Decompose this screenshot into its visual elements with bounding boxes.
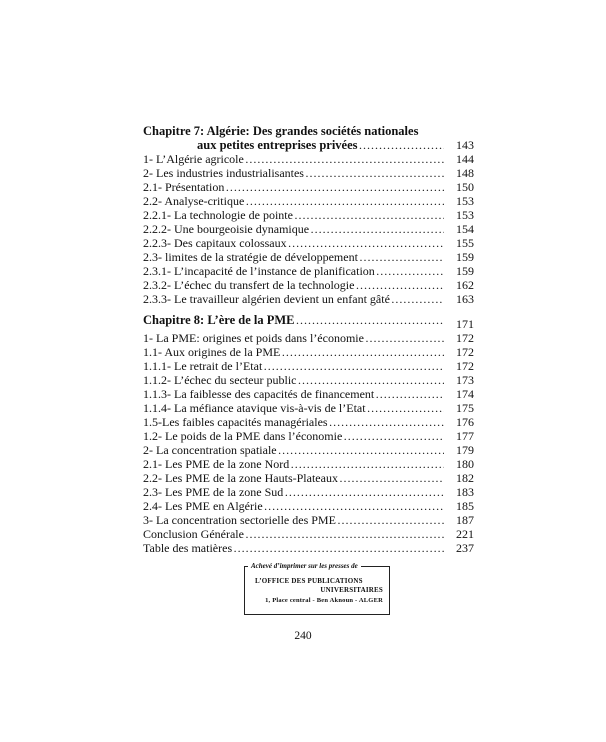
leader-dots <box>245 152 444 166</box>
imprint-publisher-line2: UNIVERSITAIRES <box>320 586 383 594</box>
toc-entry-page: 174 <box>456 387 474 401</box>
toc-entry-label: 1.2- Le poids de la PME dans l’économie <box>143 429 343 443</box>
toc-entry-page: 172 <box>456 359 474 373</box>
toc-entry <box>143 527 474 541</box>
toc-entry <box>143 541 474 555</box>
toc-entry-label: 2- La concentration spatiale <box>143 443 277 457</box>
toc-entry <box>143 292 474 306</box>
toc-entry <box>143 513 474 527</box>
leader-dots <box>288 236 444 250</box>
toc-entry-page: 177 <box>456 429 474 443</box>
leader-dots <box>367 401 444 415</box>
toc-entry-label: 2.1- Présentation <box>143 180 225 194</box>
toc-entry-label: Table des matières <box>143 541 233 555</box>
toc-entry-label: 2.3- Les PME de la zone Sud <box>143 485 284 499</box>
toc-entry-label: 2.3.3- Le travailleur algérien devient un enfant gâté <box>143 292 390 306</box>
toc-entry <box>143 222 474 236</box>
toc-entry-page: 154 <box>456 222 474 236</box>
chapter-7-entries <box>143 152 474 306</box>
toc-entry-page: 221 <box>456 527 474 541</box>
chapter-7-title: Chapitre 7: Algérie: Des grandes sociétés nationales <box>143 124 419 138</box>
toc-entry-label: 2.3- limites de la stratégie de développement <box>143 250 358 264</box>
toc-entry-label: 1.1.3- La faiblesse des capacités de financement <box>143 387 375 401</box>
toc-entry <box>143 194 474 208</box>
toc-entry-label: 1- La PME: origines et poids dans l’économie <box>143 331 364 345</box>
chapter-7-page: 143 <box>456 138 474 152</box>
toc-entry-page: 144 <box>456 152 474 166</box>
leader-dots <box>355 278 444 292</box>
leader-dots <box>375 387 444 401</box>
toc-entry-page: 159 <box>456 250 474 264</box>
toc-entry-label: 1.1.1- Le retrait de l’Etat <box>143 359 263 373</box>
leader-dots <box>365 331 444 345</box>
toc-entry <box>143 429 474 443</box>
toc-entry-label: 2.4- Les PME en Algérie <box>143 499 263 513</box>
toc-entry-page: 162 <box>456 278 474 292</box>
leader-dots <box>376 264 444 278</box>
toc-entry <box>143 180 474 194</box>
toc-entry <box>143 499 474 513</box>
toc-entry-page: 172 <box>456 345 474 359</box>
chapter-8-entry <box>143 311 474 329</box>
toc-entry-label: 2.3.2- L’échec du transfert de la technologie <box>143 278 355 292</box>
leader-dots <box>294 208 444 222</box>
toc-entry <box>143 250 474 264</box>
leader-dots <box>359 138 444 152</box>
leader-dots <box>225 180 444 194</box>
toc-entry-page: 163 <box>456 292 474 306</box>
leader-dots <box>391 292 444 306</box>
chapter-8-page: 171 <box>456 317 474 331</box>
imprint-address: 1, Place central - Ben Aknoun - ALGER <box>265 597 383 604</box>
toc-entry <box>143 152 474 166</box>
chapter-8-title: Chapitre 8: L’ère de la PME <box>143 313 295 327</box>
toc-entry-label: 1.1.4- La méfiance atavique vis-à-vis de l’Etat <box>143 401 366 415</box>
toc-entry-label: 1.1- Aux origines de la PME <box>143 345 281 359</box>
toc-entry-page: 173 <box>456 373 474 387</box>
toc-entry <box>143 485 474 499</box>
toc-entry-page: 155 <box>456 236 474 250</box>
toc-entry-label: 2.2.3- Des capitaux colossaux <box>143 236 287 250</box>
toc-entry-page: 183 <box>456 485 474 499</box>
toc-entry-label: 1.5-Les faibles capacités managériales <box>143 415 328 429</box>
toc-entry-page: 237 <box>456 541 474 555</box>
toc-entry <box>143 401 474 415</box>
chapter-7-entry <box>143 138 474 152</box>
chapter-7-subtitle: aux petites entreprises privées <box>197 138 358 152</box>
toc-entry-label: 2.2- Les PME de la zone Hauts-Plateaux <box>143 471 338 485</box>
leader-dots <box>233 541 444 555</box>
leader-dots <box>245 527 444 541</box>
leader-dots <box>343 429 444 443</box>
leader-dots <box>329 415 444 429</box>
toc-entry <box>143 359 474 373</box>
toc-entry-label: 1.1.2- L’échec du secteur public <box>143 373 297 387</box>
leader-dots <box>284 485 444 499</box>
toc-entry-page: 159 <box>456 264 474 278</box>
leader-dots <box>263 359 444 373</box>
toc-entry-label: 2.1- Les PME de la zone Nord <box>143 457 290 471</box>
toc-entry-label: 2.3.1- L’incapacité de l’instance de planification <box>143 264 375 278</box>
leader-dots <box>305 166 444 180</box>
leader-dots <box>281 345 444 359</box>
toc-entry-page: 176 <box>456 415 474 429</box>
leader-dots <box>310 222 444 236</box>
toc-entry <box>143 373 474 387</box>
imprint-body <box>255 577 383 605</box>
toc-entry-page: 175 <box>456 401 474 415</box>
toc-entry-label: 2.2.1- La technologie de pointe <box>143 208 293 222</box>
leader-dots <box>290 457 444 471</box>
toc-entry <box>143 208 474 222</box>
toc-entry-page: 179 <box>456 443 474 457</box>
leader-dots <box>278 443 444 457</box>
toc-entry <box>143 278 474 292</box>
toc-entry <box>143 471 474 485</box>
toc-entry <box>143 264 474 278</box>
toc-entry-label: 2.2.2- Une bourgeoisie dynamique <box>143 222 310 236</box>
toc-entry-label: 2.2- Analyse-critique <box>143 194 245 208</box>
toc-entry-page: 187 <box>456 513 474 527</box>
toc-entry <box>143 415 474 429</box>
toc-entry <box>143 443 474 457</box>
toc-entry <box>143 345 474 359</box>
toc-entry <box>143 457 474 471</box>
toc-entry-page: 180 <box>456 457 474 471</box>
toc-entry-page: 182 <box>456 471 474 485</box>
leader-dots <box>296 311 445 329</box>
toc-entry-label: Conclusion Générale <box>143 527 244 541</box>
printer-imprint-box <box>244 562 390 615</box>
toc-entry-label: 1- L’Algérie agricole <box>143 152 244 166</box>
imprint-header <box>244 562 390 570</box>
toc-entry <box>143 236 474 250</box>
toc-entry-page: 153 <box>456 194 474 208</box>
table-of-contents <box>143 124 474 555</box>
leader-dots <box>264 499 444 513</box>
imprint-header-text: Achevé d’imprimer sur les presses de <box>251 562 358 570</box>
toc-entry-label: 3- La concentration sectorielle des PME <box>143 513 336 527</box>
page-number: 240 <box>294 630 312 642</box>
toc-entry <box>143 387 474 401</box>
leader-dots <box>339 471 444 485</box>
toc-entry-label: 2- Les industries industrialisantes <box>143 166 304 180</box>
toc-entry-page: 153 <box>456 208 474 222</box>
toc-entry-page: 172 <box>456 331 474 345</box>
chapter-8-entries <box>143 331 474 555</box>
toc-entry-page: 148 <box>456 166 474 180</box>
leader-dots <box>337 513 444 527</box>
leader-dots <box>359 250 444 264</box>
toc-entry <box>143 166 474 180</box>
imprint-publisher-line1: L’OFFICE DES PUBLICATIONS <box>255 577 363 585</box>
leader-dots <box>245 194 444 208</box>
toc-entry-page: 185 <box>456 499 474 513</box>
leader-dots <box>298 373 445 387</box>
toc-entry-page: 150 <box>456 180 474 194</box>
toc-entry <box>143 331 474 345</box>
